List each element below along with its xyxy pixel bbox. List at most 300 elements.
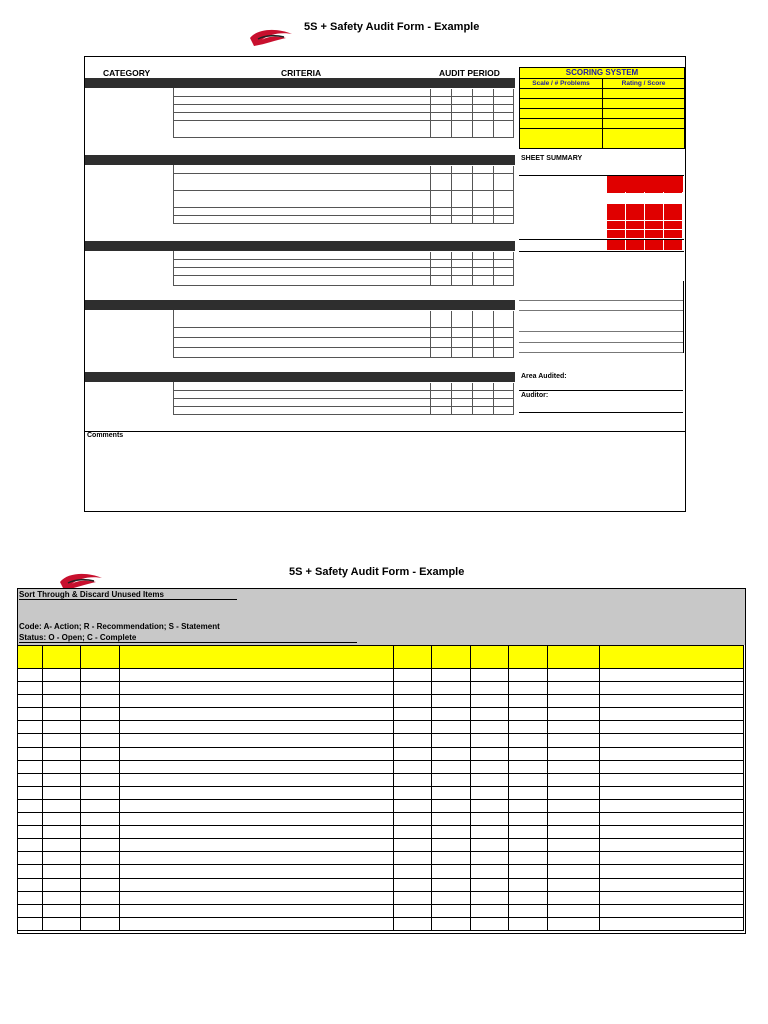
item-number [18, 786, 43, 799]
log-entry-cell[interactable] [547, 865, 599, 878]
log-entry-cell[interactable] [432, 747, 470, 760]
log-entry-cell[interactable] [119, 747, 393, 760]
log-entry-cell[interactable] [42, 826, 80, 839]
log-entry-cell[interactable] [432, 917, 470, 930]
log-col-header [470, 646, 508, 669]
log-entry-cell[interactable] [509, 682, 547, 695]
log-entry-cell[interactable] [509, 721, 547, 734]
log-entry-cell[interactable] [119, 773, 393, 786]
log-entry-cell[interactable] [509, 773, 547, 786]
log-entry-cell[interactable] [547, 799, 599, 812]
log-entry-cell[interactable] [81, 721, 119, 734]
log-entry-cell[interactable] [599, 682, 743, 695]
score-input-cell[interactable] [451, 113, 472, 121]
log-entry-cell[interactable] [599, 747, 743, 760]
scoring-title: SCORING SYSTEM [519, 67, 685, 79]
log-entry-cell[interactable] [393, 695, 431, 708]
log-entry-cell[interactable] [393, 760, 431, 773]
log-entry-cell[interactable] [509, 878, 547, 891]
log-entry-cell[interactable] [42, 747, 80, 760]
log-entry-cell[interactable] [119, 708, 393, 721]
log-entry-cell[interactable] [393, 669, 431, 682]
score-input-cell[interactable] [493, 166, 514, 174]
log-entry-cell[interactable] [599, 839, 743, 852]
log-entry-cell[interactable] [119, 734, 393, 747]
log-entry-cell[interactable] [119, 852, 393, 865]
score-input-cell[interactable] [451, 208, 472, 216]
log-entry-cell[interactable] [432, 786, 470, 799]
log-entry-cell[interactable] [547, 813, 599, 826]
section-divider [173, 165, 174, 224]
quarterly-row-line [519, 342, 684, 343]
log-entry-cell[interactable] [432, 826, 470, 839]
summary-value-cell [645, 185, 663, 193]
score-input-cell[interactable] [451, 328, 472, 338]
score-input-cell[interactable] [493, 276, 514, 286]
score-input-cell[interactable] [451, 260, 472, 268]
score-input-cell[interactable] [430, 399, 451, 407]
score-input-cell[interactable] [430, 216, 451, 224]
table-row [18, 878, 744, 891]
log-entry-cell[interactable] [393, 708, 431, 721]
log-entry-cell[interactable] [432, 721, 470, 734]
log-entry-cell[interactable] [42, 917, 80, 930]
log-entry-cell[interactable] [81, 773, 119, 786]
log-entry-cell[interactable] [42, 799, 80, 812]
log-entry-cell[interactable] [81, 669, 119, 682]
log-entry-cell[interactable] [393, 852, 431, 865]
log-entry-cell[interactable] [547, 786, 599, 799]
quarterly-row-line [519, 300, 684, 301]
log-entry-cell[interactable] [432, 682, 470, 695]
log-entry-cell[interactable] [432, 839, 470, 852]
score-input-cell[interactable] [493, 348, 514, 358]
score-input-cell[interactable] [430, 268, 451, 276]
score-input-cell[interactable] [451, 174, 472, 191]
score-input-cell[interactable] [451, 399, 472, 407]
score-input-cell[interactable] [493, 113, 514, 121]
score-input-cell[interactable] [472, 121, 493, 138]
log-entry-cell[interactable] [393, 904, 431, 917]
log-entry-cell[interactable] [119, 721, 393, 734]
log-entry-cell[interactable] [599, 826, 743, 839]
score-input-cell[interactable] [493, 260, 514, 268]
log-entry-cell[interactable] [432, 891, 470, 904]
score-input-cell[interactable] [430, 407, 451, 415]
log-entry-cell[interactable] [547, 878, 599, 891]
score-input-cell[interactable] [451, 268, 472, 276]
log-entry-cell[interactable] [547, 917, 599, 930]
score-input-cell[interactable] [430, 121, 451, 138]
log-entry-cell[interactable] [599, 773, 743, 786]
score-input-cell[interactable] [451, 348, 472, 358]
log-entry-cell[interactable] [81, 826, 119, 839]
log-entry-cell[interactable] [547, 669, 599, 682]
score-input-cell[interactable] [472, 208, 493, 216]
log-entry-cell[interactable] [547, 708, 599, 721]
log-entry-cell[interactable] [432, 734, 470, 747]
log-entry-cell[interactable] [470, 878, 508, 891]
score-input-cell[interactable] [430, 328, 451, 338]
log-entry-cell[interactable] [42, 708, 80, 721]
log-entry-cell[interactable] [81, 786, 119, 799]
score-input-cell[interactable] [430, 208, 451, 216]
score-input-cell[interactable] [493, 407, 514, 415]
score-input-cell[interactable] [472, 268, 493, 276]
log-entry-cell[interactable] [470, 799, 508, 812]
log-entry-cell[interactable] [119, 917, 393, 930]
score-input-cell[interactable] [430, 338, 451, 348]
score-input-cell[interactable] [472, 348, 493, 358]
score-input-cell[interactable] [472, 97, 493, 105]
log-entry-cell[interactable] [42, 734, 80, 747]
log-entry-cell[interactable] [119, 904, 393, 917]
score-input-cell[interactable] [493, 174, 514, 191]
log-entry-cell[interactable] [599, 695, 743, 708]
section-divider [173, 88, 174, 138]
log-entry-cell[interactable] [119, 878, 393, 891]
item-number [18, 695, 43, 708]
score-input-cell[interactable] [451, 383, 472, 391]
log-entry-cell[interactable] [393, 721, 431, 734]
score-input-cell[interactable] [430, 391, 451, 399]
log-entry-cell[interactable] [393, 839, 431, 852]
score-input-cell[interactable] [472, 399, 493, 407]
log-entry-cell[interactable] [509, 839, 547, 852]
log-entry-cell[interactable] [470, 891, 508, 904]
score-input-cell[interactable] [493, 338, 514, 348]
score-input-cell[interactable] [493, 216, 514, 224]
log-entry-cell[interactable] [599, 799, 743, 812]
log-entry-cell[interactable] [119, 839, 393, 852]
log-entry-cell[interactable] [119, 695, 393, 708]
log-entry-cell[interactable] [547, 721, 599, 734]
log-entry-cell[interactable] [509, 904, 547, 917]
log-entry-cell[interactable] [470, 682, 508, 695]
score-input-cell[interactable] [472, 311, 493, 328]
score-input-cell[interactable] [493, 311, 514, 328]
log-entry-cell[interactable] [119, 826, 393, 839]
log-entry-cell[interactable] [470, 695, 508, 708]
score-input-cell[interactable] [472, 89, 493, 97]
log-entry-cell[interactable] [547, 682, 599, 695]
table-row [18, 904, 744, 917]
log-entry-cell[interactable] [81, 734, 119, 747]
log-entry-cell[interactable] [393, 786, 431, 799]
log-entry-cell[interactable] [42, 773, 80, 786]
score-input-cell[interactable] [472, 276, 493, 286]
log-entry-cell[interactable] [393, 878, 431, 891]
log-entry-cell[interactable] [470, 917, 508, 930]
section-divider [173, 310, 174, 358]
log-entry-cell[interactable] [547, 852, 599, 865]
log-entry-cell[interactable] [509, 865, 547, 878]
log-entry-cell[interactable] [81, 695, 119, 708]
log-entry-cell[interactable] [509, 799, 547, 812]
log-entry-cell[interactable] [81, 852, 119, 865]
log-entry-cell[interactable] [393, 826, 431, 839]
log-entry-cell[interactable] [470, 786, 508, 799]
score-input-cell[interactable] [430, 97, 451, 105]
log-entry-cell[interactable] [470, 773, 508, 786]
log-entry-cell[interactable] [393, 734, 431, 747]
log-entry-cell[interactable] [119, 786, 393, 799]
log-entry-cell[interactable] [470, 839, 508, 852]
score-input-cell[interactable] [430, 166, 451, 174]
log-entry-cell[interactable] [547, 891, 599, 904]
log-entry-cell[interactable] [509, 917, 547, 930]
log-entry-cell[interactable] [393, 917, 431, 930]
item-number [18, 878, 43, 891]
scoring-col-score: Rating / Score [602, 78, 685, 89]
log-entry-cell[interactable] [81, 839, 119, 852]
log-entry-cell[interactable] [509, 695, 547, 708]
log-entry-cell[interactable] [599, 786, 743, 799]
score-input-cell[interactable] [451, 407, 472, 415]
log-entry-cell[interactable] [81, 917, 119, 930]
score-input-cell[interactable] [493, 89, 514, 97]
log-entry-cell[interactable] [42, 682, 80, 695]
log-entry-cell[interactable] [509, 747, 547, 760]
score-input-cell[interactable] [451, 121, 472, 138]
auditor-label: Auditor: [521, 392, 549, 399]
summary-value-cell [607, 230, 625, 238]
score-input-cell[interactable] [472, 113, 493, 121]
log-entry-cell[interactable] [509, 708, 547, 721]
log-entry-cell[interactable] [599, 904, 743, 917]
log-entry-cell[interactable] [509, 669, 547, 682]
score-input-cell[interactable] [493, 191, 514, 208]
log-entry-cell[interactable] [470, 669, 508, 682]
score-input-cell[interactable] [493, 328, 514, 338]
score-input-cell[interactable] [493, 97, 514, 105]
log-entry-cell[interactable] [393, 813, 431, 826]
section-bar-4 [85, 372, 515, 382]
log-entry-cell[interactable] [42, 786, 80, 799]
score-input-cell[interactable] [493, 208, 514, 216]
log-entry-cell[interactable] [432, 669, 470, 682]
log-entry-cell[interactable] [81, 760, 119, 773]
log-entry-cell[interactable] [81, 747, 119, 760]
score-input-cell[interactable] [472, 105, 493, 113]
log-entry-cell[interactable] [393, 865, 431, 878]
score-input-cell[interactable] [472, 391, 493, 399]
score-input-cell[interactable] [430, 89, 451, 97]
log-entry-cell[interactable] [42, 695, 80, 708]
log-entry-cell[interactable] [432, 799, 470, 812]
log-entry-cell[interactable] [393, 799, 431, 812]
log-entry-cell[interactable] [470, 747, 508, 760]
log-entry-cell[interactable] [42, 904, 80, 917]
log-entry-cell[interactable] [81, 708, 119, 721]
log-entry-cell[interactable] [42, 813, 80, 826]
score-input-cell[interactable] [430, 348, 451, 358]
log-entry-cell[interactable] [42, 852, 80, 865]
log-entry-cell[interactable] [432, 813, 470, 826]
log-entry-cell[interactable] [599, 813, 743, 826]
log-entry-cell[interactable] [470, 865, 508, 878]
log-entry-cell[interactable] [470, 734, 508, 747]
log-entry-cell[interactable] [509, 826, 547, 839]
log-entry-cell[interactable] [599, 852, 743, 865]
score-input-cell[interactable] [430, 260, 451, 268]
log-entry-cell[interactable] [81, 891, 119, 904]
score-input-cell[interactable] [430, 311, 451, 328]
score-input-cell[interactable] [451, 89, 472, 97]
log-entry-cell[interactable] [599, 917, 743, 930]
log-entry-cell[interactable] [393, 682, 431, 695]
log-entry-cell[interactable] [81, 682, 119, 695]
score-input-cell[interactable] [451, 338, 472, 348]
log-entry-cell[interactable] [119, 813, 393, 826]
log-entry-cell[interactable] [599, 669, 743, 682]
log-entry-cell[interactable] [547, 695, 599, 708]
log-entry-cell[interactable] [119, 865, 393, 878]
table-row [18, 865, 744, 878]
score-input-cell[interactable] [430, 105, 451, 113]
log-entry-cell[interactable] [470, 708, 508, 721]
log-entry-cell[interactable] [42, 839, 80, 852]
log-entry-cell[interactable] [509, 852, 547, 865]
log-entry-cell[interactable] [119, 891, 393, 904]
summary-total-cell [664, 240, 682, 250]
score-input-cell[interactable] [451, 311, 472, 328]
log-entry-cell[interactable] [470, 760, 508, 773]
score-input-cell[interactable] [472, 328, 493, 338]
log-entry-cell[interactable] [470, 813, 508, 826]
score-input-cell[interactable] [493, 252, 514, 260]
score-input-cell[interactable] [451, 105, 472, 113]
log-entry-cell[interactable] [393, 891, 431, 904]
log-entry-cell[interactable] [599, 760, 743, 773]
log-entry-cell[interactable] [42, 878, 80, 891]
log-entry-cell[interactable] [599, 878, 743, 891]
log-entry-cell[interactable] [81, 813, 119, 826]
log-col-header [42, 646, 80, 669]
score-input-cell[interactable] [451, 391, 472, 399]
log-entry-cell[interactable] [432, 695, 470, 708]
log-entry-cell[interactable] [432, 760, 470, 773]
log-entry-cell[interactable] [42, 669, 80, 682]
score-input-cell[interactable] [493, 399, 514, 407]
log-entry-cell[interactable] [509, 760, 547, 773]
log-entry-cell[interactable] [509, 813, 547, 826]
comments-divider [85, 431, 685, 432]
score-input-cell[interactable] [430, 276, 451, 286]
log-entry-cell[interactable] [470, 852, 508, 865]
log-entry-cell[interactable] [42, 891, 80, 904]
score-input-cell[interactable] [493, 391, 514, 399]
log-entry-cell[interactable] [119, 682, 393, 695]
score-input-cell[interactable] [451, 191, 472, 208]
auditor-field[interactable] [519, 391, 683, 413]
score-input-cell[interactable] [493, 105, 514, 113]
section-side-label [85, 89, 173, 138]
score-input-cell[interactable] [430, 252, 451, 260]
log-entry-cell[interactable] [599, 721, 743, 734]
sheet-summary-title: SHEET SUMMARY [521, 155, 583, 162]
log-entry-cell[interactable] [547, 760, 599, 773]
log-entry-cell[interactable] [509, 786, 547, 799]
log-entry-cell[interactable] [547, 747, 599, 760]
log-entry-cell[interactable] [119, 799, 393, 812]
item-number [18, 865, 43, 878]
score-input-cell[interactable] [493, 121, 514, 138]
log-entry-cell[interactable] [432, 773, 470, 786]
score-input-cell[interactable] [472, 174, 493, 191]
log-entry-cell[interactable] [432, 904, 470, 917]
log-entry-cell[interactable] [81, 878, 119, 891]
log-entry-cell[interactable] [42, 721, 80, 734]
area-audited-field[interactable] [519, 372, 683, 391]
log-entry-cell[interactable] [470, 826, 508, 839]
log-entry-cell[interactable] [81, 865, 119, 878]
score-input-cell[interactable] [472, 407, 493, 415]
score-input-cell[interactable] [451, 276, 472, 286]
log-entry-cell[interactable] [119, 760, 393, 773]
score-input-cell[interactable] [451, 252, 472, 260]
log-entry-cell[interactable] [42, 865, 80, 878]
log-entry-cell[interactable] [599, 865, 743, 878]
log-entry-cell[interactable] [432, 708, 470, 721]
log-entry-cell[interactable] [81, 904, 119, 917]
log-entry-cell[interactable] [42, 760, 80, 773]
log-entry-cell[interactable] [432, 852, 470, 865]
score-input-cell[interactable] [430, 383, 451, 391]
log-entry-cell[interactable] [547, 773, 599, 786]
score-input-cell[interactable] [451, 216, 472, 224]
score-input-cell[interactable] [472, 216, 493, 224]
log-entry-cell[interactable] [547, 839, 599, 852]
score-input-cell[interactable] [430, 174, 451, 191]
score-input-cell[interactable] [472, 383, 493, 391]
section-divider [173, 251, 174, 286]
score-input-cell[interactable] [472, 191, 493, 208]
log-entry-cell[interactable] [432, 878, 470, 891]
log-entry-cell[interactable] [547, 734, 599, 747]
score-input-cell[interactable] [472, 338, 493, 348]
score-input-cell[interactable] [472, 260, 493, 268]
log-entry-cell[interactable] [599, 891, 743, 904]
score-input-cell[interactable] [430, 113, 451, 121]
log-entry-cell[interactable] [547, 826, 599, 839]
log-entry-cell[interactable] [393, 773, 431, 786]
score-input-cell[interactable] [451, 166, 472, 174]
log-entry-cell[interactable] [470, 904, 508, 917]
summary-total-cell [645, 240, 663, 250]
score-input-cell[interactable] [472, 166, 493, 174]
log-entry-cell[interactable] [432, 865, 470, 878]
log-entry-cell[interactable] [599, 708, 743, 721]
log-entry-cell[interactable] [547, 904, 599, 917]
log-entry-cell[interactable] [599, 734, 743, 747]
score-input-cell[interactable] [493, 383, 514, 391]
log-entry-cell[interactable] [470, 721, 508, 734]
item-number [18, 669, 43, 682]
score-input-cell[interactable] [430, 191, 451, 208]
score-input-cell[interactable] [472, 252, 493, 260]
score-input-cell[interactable] [451, 97, 472, 105]
table-row [18, 891, 744, 904]
log-entry-cell[interactable] [119, 669, 393, 682]
log-entry-cell[interactable] [509, 891, 547, 904]
log-entry-cell[interactable] [509, 734, 547, 747]
score-input-cell[interactable] [493, 268, 514, 276]
log-entry-cell[interactable] [81, 799, 119, 812]
table-row [18, 708, 744, 721]
log-entry-cell[interactable] [393, 747, 431, 760]
comments-field[interactable] [85, 441, 685, 509]
